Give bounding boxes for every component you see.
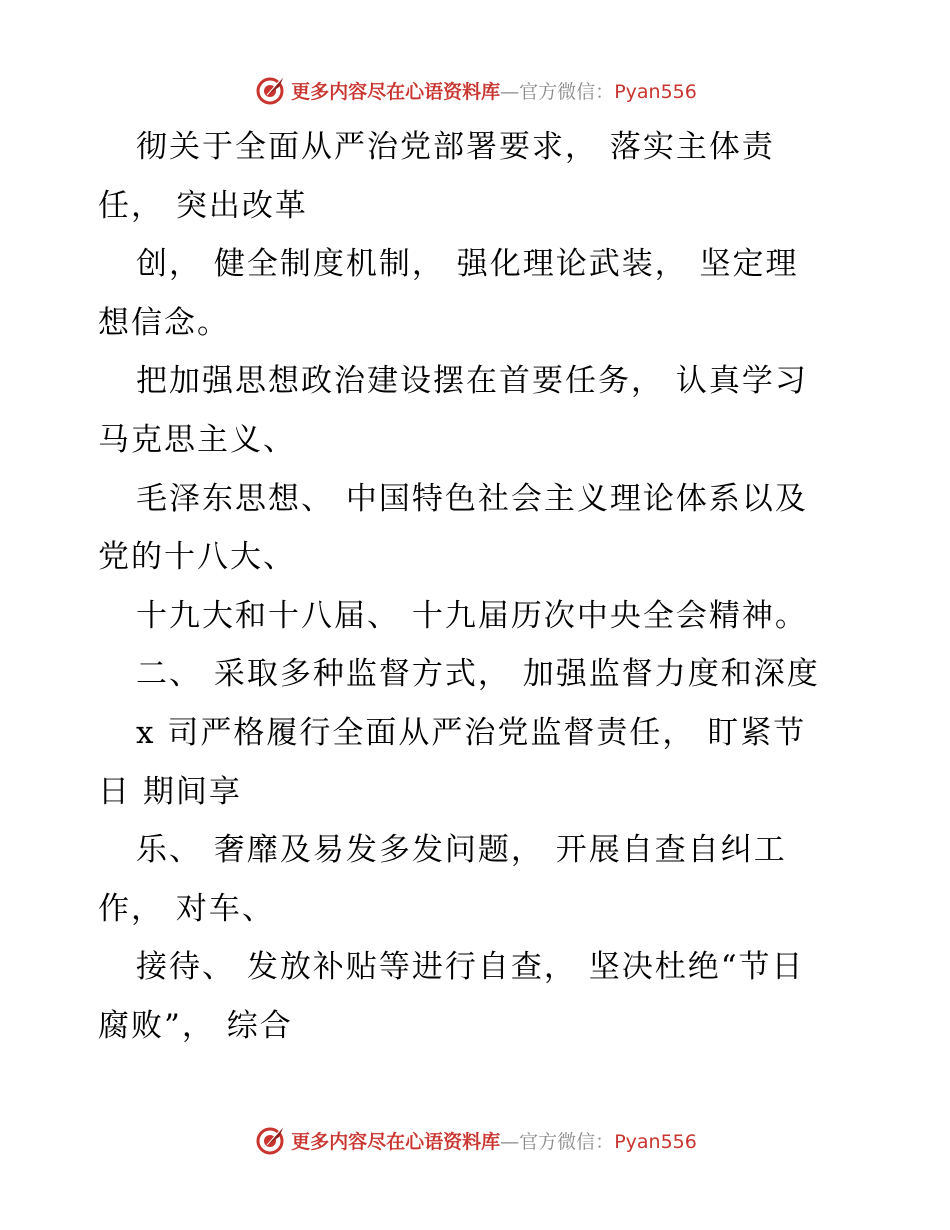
text-line: 十九大和十八届、 十九届历次中央全会精神。 <box>136 597 808 634</box>
footer-watermark <box>0 1120 950 1160</box>
watermark-site: 更多内容尽在心语资料库 <box>291 1130 501 1153</box>
watermark-dash: — <box>500 80 520 103</box>
quill-logo-icon <box>253 73 287 107</box>
text-line: 乐、 奢靡及易发多发问题， 开展自查自纠工 <box>136 832 787 869</box>
text-line: 作， 对车、 <box>98 890 275 927</box>
text-line: 任， 突出改革 <box>98 187 308 224</box>
watermark-dash: — <box>500 1130 520 1153</box>
text-line: 把加强思想政治建设摆在首要任务， 认真学习 <box>136 363 808 400</box>
watermark-label: 官方微信： <box>519 1130 615 1153</box>
text-line: 日 期间享 <box>98 773 242 810</box>
watermark-id: Pyan556 <box>614 1130 697 1153</box>
text-line: 创， 健全制度机制， 强化理论武装， 坚定理 <box>136 246 799 283</box>
text-line: x 司严格履行全面从严治党监督责任， 盯紧节 <box>136 714 807 751</box>
watermark-text <box>291 77 697 104</box>
watermark-id: Pyan556 <box>614 80 697 103</box>
text-line: 彻关于全面从严治党部署要求， 落实主体责 <box>136 129 775 165</box>
quill-logo-icon <box>253 1123 287 1157</box>
watermark-site: 更多内容尽在心语资料库 <box>291 80 501 103</box>
text-line: 马克思主义、 <box>98 421 296 458</box>
watermark-text <box>291 1127 697 1154</box>
text-line: 二、 采取多种监督方式， 加强监督力度和深度 <box>136 656 820 693</box>
text-line: 想信念。 <box>98 304 230 341</box>
text-line: 接待、 发放补贴等进行自查， 坚决杜绝“节日 <box>136 949 805 986</box>
document-body <box>98 118 888 1056</box>
watermark-label: 官方微信： <box>519 80 615 103</box>
text-line: 腐败”， 综合 <box>98 1007 293 1044</box>
text-line: 党的十八大、 <box>98 539 296 576</box>
header-watermark <box>0 70 950 110</box>
text-line: 毛泽东思想、 中国特色社会主义理论体系以及 <box>136 480 808 517</box>
